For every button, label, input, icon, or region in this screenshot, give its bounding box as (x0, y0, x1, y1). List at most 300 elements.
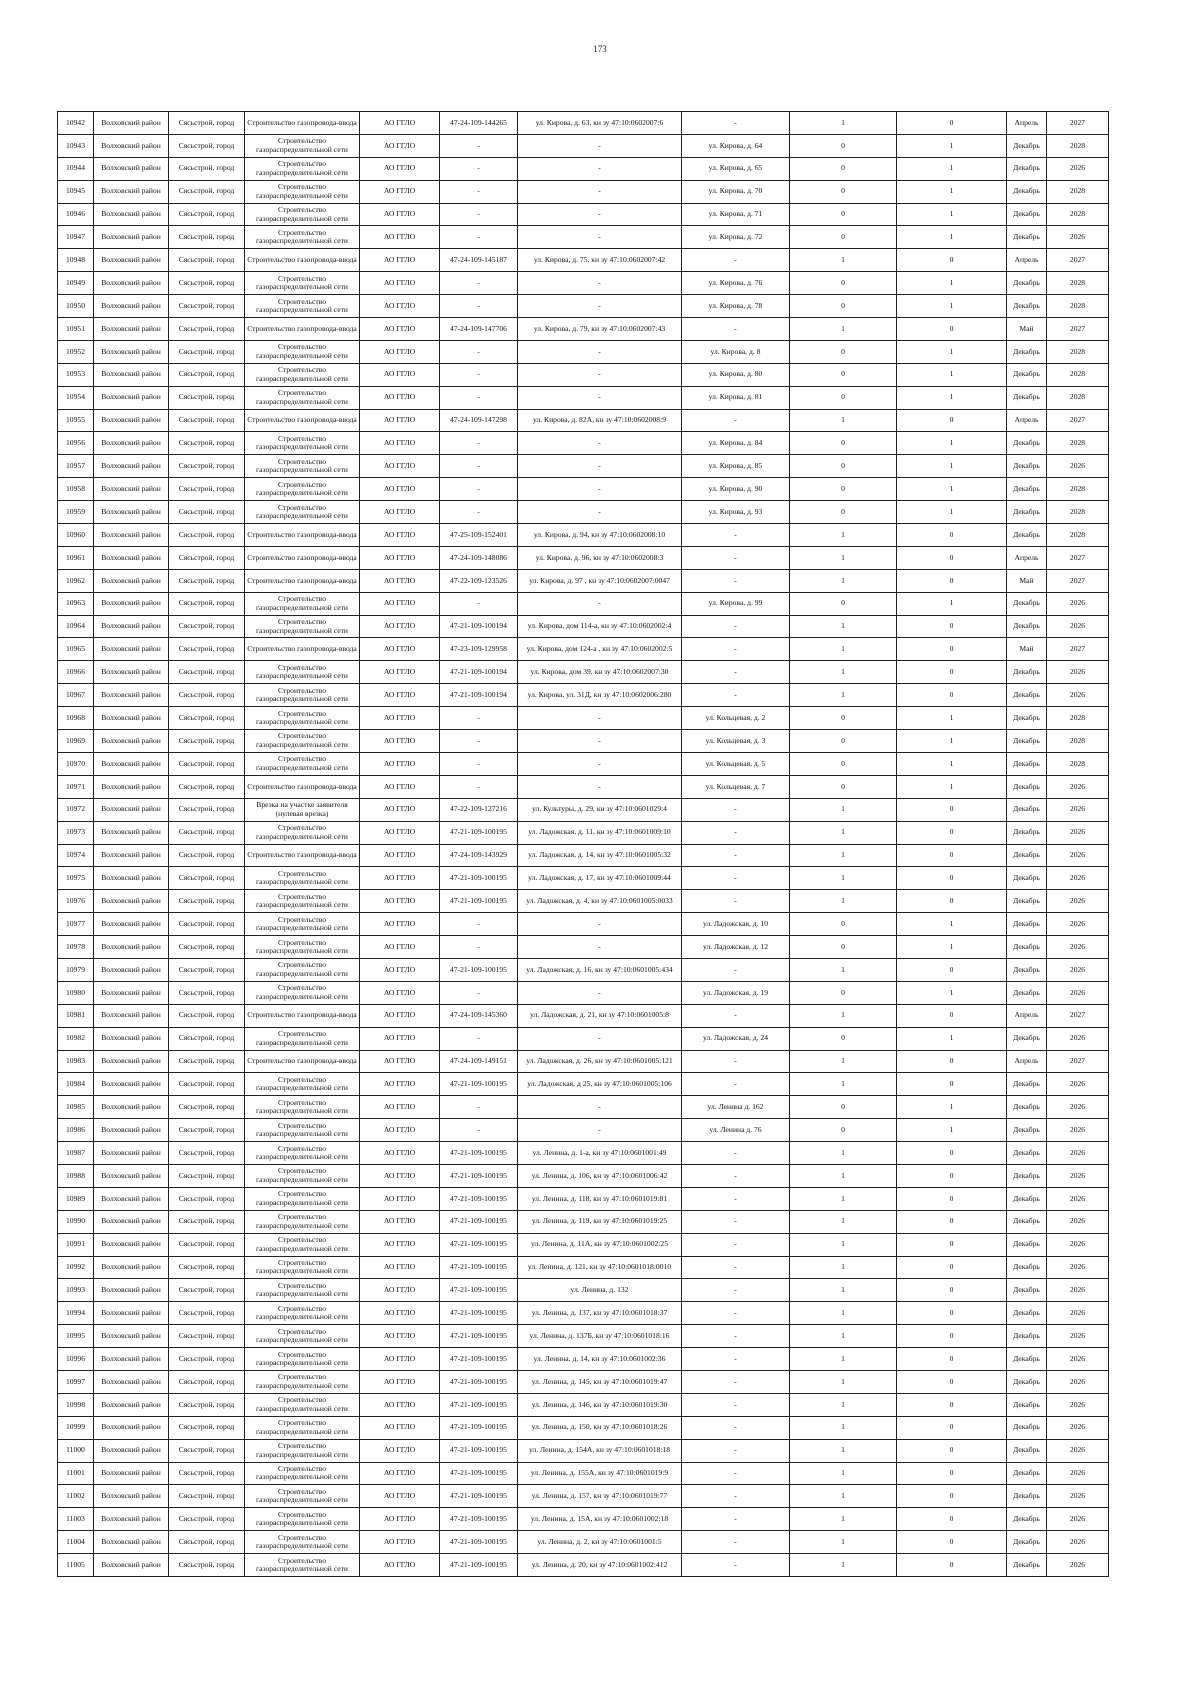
cell-month: Апрель (1007, 1004, 1047, 1027)
cell-month: Декабрь (1007, 844, 1047, 867)
cell-district: Волховский район (94, 821, 169, 844)
cell-work: Строительство газораспределительной сети (245, 226, 360, 249)
cell-work: Строительство газораспределительной сети (245, 203, 360, 226)
cell-count_b: 1 (897, 386, 1007, 409)
cell-district: Волховский район (94, 867, 169, 890)
cell-month: Декабрь (1007, 501, 1047, 524)
table-row (58, 1073, 1109, 1096)
cell-address: ул. Кольцевая, д. 2 (682, 707, 790, 730)
cell-work: Строительство газораспределительной сети (245, 1210, 360, 1233)
cell-district: Волховский район (94, 432, 169, 455)
cell-month: Май (1007, 569, 1047, 592)
cell-work: Строительство газораспределительной сети (245, 180, 360, 203)
cell-count_b: 1 (897, 295, 1007, 318)
cell-count_b: 0 (897, 1393, 1007, 1416)
cell-address: - (682, 638, 790, 661)
cell-cadastre: - (440, 386, 518, 409)
cell-cadastre: 47-21-109-100194 (440, 684, 518, 707)
cell-address_with_number: - (518, 478, 682, 501)
cell-month: Декабрь (1007, 455, 1047, 478)
cell-count_b: 0 (897, 1554, 1007, 1577)
cell-cadastre: - (440, 363, 518, 386)
cell-cadastre: - (440, 913, 518, 936)
cell-cadastre: 47-21-109-100195 (440, 958, 518, 981)
cell-count_a: 0 (790, 1096, 897, 1119)
cell-work: Строительство газораспределительной сети (245, 958, 360, 981)
cell-address: ул. Ладожская, д. 10 (682, 913, 790, 936)
cell-address: - (682, 1187, 790, 1210)
cell-district: Волховский район (94, 958, 169, 981)
cell-id: 10999 (58, 1416, 94, 1439)
cell-month: Декабрь (1007, 524, 1047, 547)
cell-month: Май (1007, 638, 1047, 661)
cell-month: Декабрь (1007, 1348, 1047, 1371)
cell-org: АО ГГЛО (360, 1416, 440, 1439)
table-row (58, 1462, 1109, 1485)
table-row (58, 432, 1109, 455)
cell-month: Декабрь (1007, 295, 1047, 318)
cell-org: АО ГГЛО (360, 661, 440, 684)
cell-settlement: Сясьстрой, город (169, 1554, 245, 1577)
cell-cadastre: 47-21-109-100195 (440, 1325, 518, 1348)
cell-cadastre: - (440, 1027, 518, 1050)
cell-work: Строительство газораспределительной сети (245, 936, 360, 959)
cell-org: АО ГГЛО (360, 1439, 440, 1462)
cell-cadastre: - (440, 752, 518, 775)
cell-year: 2028 (1047, 134, 1109, 157)
cell-count_b: 1 (897, 432, 1007, 455)
cell-year: 2026 (1047, 455, 1109, 478)
cell-month: Декабрь (1007, 1485, 1047, 1508)
cell-address_with_number: - (518, 1096, 682, 1119)
cell-month: Декабрь (1007, 1210, 1047, 1233)
table-row (58, 1256, 1109, 1279)
cell-month: Декабрь (1007, 272, 1047, 295)
cell-work: Строительство газораспределительной сети (245, 1462, 360, 1485)
cell-org: АО ГГЛО (360, 913, 440, 936)
cell-settlement: Сясьстрой, город (169, 1393, 245, 1416)
cell-year: 2026 (1047, 1142, 1109, 1165)
cell-address_with_number: ул. Ленина, д. 137, кн зу 47:10:0601018:37 (518, 1302, 682, 1325)
table-row (58, 226, 1109, 249)
cell-org: АО ГГЛО (360, 1462, 440, 1485)
cell-address: ул. Кирова, д. 72 (682, 226, 790, 249)
cell-settlement: Сясьстрой, город (169, 501, 245, 524)
cell-address: ул. Кирова, д. 8 (682, 340, 790, 363)
cell-year: 2028 (1047, 203, 1109, 226)
cell-id: 10947 (58, 226, 94, 249)
cell-count_a: 0 (790, 730, 897, 753)
table-row (58, 249, 1109, 272)
cell-work: Строительство газопровода-ввода (245, 775, 360, 798)
cell-cadastre: 47-21-109-100195 (440, 1508, 518, 1531)
cell-address_with_number: ул. Культуры, д. 29, кн зу 47:10:0601029:4 (518, 798, 682, 821)
cell-id: 10946 (58, 203, 94, 226)
cell-year: 2026 (1047, 1554, 1109, 1577)
cell-count_b: 0 (897, 524, 1007, 547)
cell-cadastre: 47-24-109-148086 (440, 546, 518, 569)
cell-cadastre: 47-21-109-100195 (440, 1187, 518, 1210)
table-row (58, 1302, 1109, 1325)
cell-address: ул. Кольцевая, д. 7 (682, 775, 790, 798)
cell-address: - (682, 1393, 790, 1416)
cell-address: ул. Кирова, д. 99 (682, 592, 790, 615)
cell-count_a: 1 (790, 1187, 897, 1210)
table-row (58, 661, 1109, 684)
cell-org: АО ГГЛО (360, 1508, 440, 1531)
cell-id: 10994 (58, 1302, 94, 1325)
cell-cadastre: 47-21-109-100195 (440, 1485, 518, 1508)
table-row (58, 752, 1109, 775)
cell-address: - (682, 1439, 790, 1462)
cell-count_a: 1 (790, 1485, 897, 1508)
cell-year: 2026 (1047, 913, 1109, 936)
cell-year: 2026 (1047, 615, 1109, 638)
cell-count_b: 1 (897, 340, 1007, 363)
cell-id: 10987 (58, 1142, 94, 1165)
cell-year: 2027 (1047, 318, 1109, 341)
cell-year: 2027 (1047, 1050, 1109, 1073)
cell-cadastre: 47-24-109-147706 (440, 318, 518, 341)
cell-year: 2026 (1047, 1119, 1109, 1142)
cell-count_a: 1 (790, 867, 897, 890)
cell-address_with_number: - (518, 775, 682, 798)
cell-count_a: 1 (790, 318, 897, 341)
cell-district: Волховский район (94, 730, 169, 753)
cell-count_a: 0 (790, 340, 897, 363)
cell-month: Декабрь (1007, 1027, 1047, 1050)
cell-district: Волховский район (94, 1027, 169, 1050)
cell-settlement: Сясьстрой, город (169, 1439, 245, 1462)
cell-district: Волховский район (94, 936, 169, 959)
cell-month: Декабрь (1007, 432, 1047, 455)
cell-count_b: 0 (897, 1050, 1007, 1073)
cell-count_a: 1 (790, 1531, 897, 1554)
cell-count_b: 1 (897, 203, 1007, 226)
cell-address_with_number: ул. Ладожская, д 25, кн зу 47:10:0601005:106 (518, 1073, 682, 1096)
cell-settlement: Сясьстрой, город (169, 684, 245, 707)
cell-settlement: Сясьстрой, город (169, 1485, 245, 1508)
cell-year: 2028 (1047, 272, 1109, 295)
cell-work: Строительство газораспределительной сети (245, 1142, 360, 1165)
cell-address: ул. Кирова, д. 70 (682, 180, 790, 203)
cell-org: АО ГГЛО (360, 1004, 440, 1027)
cell-address: - (682, 1348, 790, 1371)
cell-count_a: 0 (790, 707, 897, 730)
cell-address_with_number: - (518, 295, 682, 318)
cell-count_b: 1 (897, 1096, 1007, 1119)
cell-district: Волховский район (94, 684, 169, 707)
cell-count_b: 0 (897, 798, 1007, 821)
cell-count_b: 0 (897, 821, 1007, 844)
cell-address_with_number: - (518, 981, 682, 1004)
cell-count_a: 1 (790, 1233, 897, 1256)
table-row (58, 386, 1109, 409)
cell-year: 2026 (1047, 1325, 1109, 1348)
cell-count_a: 1 (790, 1348, 897, 1371)
cell-year: 2027 (1047, 1004, 1109, 1027)
cell-settlement: Сясьстрой, город (169, 340, 245, 363)
table-row (58, 1096, 1109, 1119)
cell-year: 2026 (1047, 775, 1109, 798)
cell-year: 2026 (1047, 1531, 1109, 1554)
cell-settlement: Сясьстрой, город (169, 867, 245, 890)
cell-address_with_number: ул. Ленина, д. 150, кн зу 47:10:0601018:26 (518, 1416, 682, 1439)
cell-cadastre: 47-21-109-100195 (440, 890, 518, 913)
table-row (58, 1210, 1109, 1233)
cell-month: Апрель (1007, 112, 1047, 135)
cell-cadastre: - (440, 455, 518, 478)
cell-work: Строительство газопровода-ввода (245, 249, 360, 272)
cell-count_b: 1 (897, 157, 1007, 180)
cell-address_with_number: - (518, 180, 682, 203)
cell-address: - (682, 249, 790, 272)
cell-month: Декабрь (1007, 1279, 1047, 1302)
cell-work: Строительство газораспределительной сети (245, 1302, 360, 1325)
cell-count_a: 0 (790, 936, 897, 959)
cell-address: - (682, 1233, 790, 1256)
table-row (58, 730, 1109, 753)
cell-work: Строительство газораспределительной сети (245, 1416, 360, 1439)
cell-month: Декабрь (1007, 1508, 1047, 1531)
table-row (58, 1439, 1109, 1462)
cell-address: - (682, 1164, 790, 1187)
cell-id: 10992 (58, 1256, 94, 1279)
cell-month: Декабрь (1007, 386, 1047, 409)
cell-settlement: Сясьстрой, город (169, 707, 245, 730)
cell-count_b: 0 (897, 1187, 1007, 1210)
cell-year: 2026 (1047, 1187, 1109, 1210)
cell-settlement: Сясьстрой, город (169, 890, 245, 913)
cell-id: 10961 (58, 546, 94, 569)
cell-id: 10988 (58, 1164, 94, 1187)
cell-month: Апрель (1007, 409, 1047, 432)
cell-address: - (682, 1210, 790, 1233)
cell-cadastre: 47-21-109-100195 (440, 867, 518, 890)
cell-id: 11000 (58, 1439, 94, 1462)
cell-address: - (682, 684, 790, 707)
cell-count_b: 1 (897, 730, 1007, 753)
cell-settlement: Сясьстрой, город (169, 432, 245, 455)
cell-district: Волховский район (94, 752, 169, 775)
cell-address_with_number: ул. Ленина, д. 154А, кн зу 47:10:0601018:18 (518, 1439, 682, 1462)
cell-address: - (682, 546, 790, 569)
cell-id: 10996 (58, 1348, 94, 1371)
cell-work: Строительство газораспределительной сети (245, 1554, 360, 1577)
cell-cadastre: - (440, 157, 518, 180)
cell-count_a: 1 (790, 1142, 897, 1165)
cell-org: АО ГГЛО (360, 1164, 440, 1187)
cell-org: АО ГГЛО (360, 409, 440, 432)
cell-org: АО ГГЛО (360, 1256, 440, 1279)
cell-count_b: 1 (897, 363, 1007, 386)
cell-address_with_number: ул. Кирова, дом 114-а, кн зу 47:10:0602002:4 (518, 615, 682, 638)
cell-id: 10969 (58, 730, 94, 753)
cell-id: 10955 (58, 409, 94, 432)
cell-id: 10962 (58, 569, 94, 592)
cell-month: Декабрь (1007, 752, 1047, 775)
cell-cadastre: - (440, 1119, 518, 1142)
cell-id: 10979 (58, 958, 94, 981)
cell-address_with_number: ул. Ленина, д. 121, кн зу 47:10:0601018:0010 (518, 1256, 682, 1279)
cell-year: 2026 (1047, 1256, 1109, 1279)
cell-address_with_number: ул. Ладожская, д. 16, кн зу 47:10:0601005:434 (518, 958, 682, 981)
cell-settlement: Сясьстрой, город (169, 180, 245, 203)
cell-id: 10980 (58, 981, 94, 1004)
cell-year: 2026 (1047, 798, 1109, 821)
cell-work: Строительство газораспределительной сети (245, 272, 360, 295)
cell-cadastre: - (440, 775, 518, 798)
table-row (58, 1164, 1109, 1187)
cell-year: 2028 (1047, 432, 1109, 455)
cell-settlement: Сясьстрой, город (169, 1233, 245, 1256)
cell-district: Волховский район (94, 844, 169, 867)
cell-address: ул. Кирова, д. 80 (682, 363, 790, 386)
cell-address_with_number: ул. Ленина, д. 137Б, кн зу 47:10:0601018:16 (518, 1325, 682, 1348)
cell-cadastre: - (440, 134, 518, 157)
cell-work: Строительство газораспределительной сети (245, 1393, 360, 1416)
cell-count_b: 0 (897, 1233, 1007, 1256)
cell-count_a: 1 (790, 1256, 897, 1279)
cell-month: Декабрь (1007, 1462, 1047, 1485)
cell-settlement: Сясьстрой, город (169, 134, 245, 157)
cell-org: АО ГГЛО (360, 432, 440, 455)
cell-month: Май (1007, 318, 1047, 341)
cell-month: Декабрь (1007, 478, 1047, 501)
cell-month: Декабрь (1007, 1302, 1047, 1325)
cell-work: Строительство газораспределительной сети (245, 1279, 360, 1302)
cell-address_with_number: - (518, 455, 682, 478)
cell-org: АО ГГЛО (360, 1485, 440, 1508)
cell-id: 10973 (58, 821, 94, 844)
cell-address: - (682, 1302, 790, 1325)
cell-district: Волховский район (94, 203, 169, 226)
cell-district: Волховский район (94, 546, 169, 569)
table-row (58, 1187, 1109, 1210)
cell-district: Волховский район (94, 1164, 169, 1187)
cell-count_b: 0 (897, 684, 1007, 707)
cell-address_with_number: - (518, 363, 682, 386)
cell-id: 10964 (58, 615, 94, 638)
cell-year: 2026 (1047, 157, 1109, 180)
cell-count_a: 0 (790, 775, 897, 798)
cell-settlement: Сясьстрой, город (169, 455, 245, 478)
cell-district: Волховский район (94, 661, 169, 684)
cell-id: 10997 (58, 1370, 94, 1393)
cell-count_b: 1 (897, 981, 1007, 1004)
table-row (58, 318, 1109, 341)
cell-count_b: 1 (897, 180, 1007, 203)
cell-count_b: 1 (897, 707, 1007, 730)
cell-year: 2028 (1047, 707, 1109, 730)
cell-org: АО ГГЛО (360, 958, 440, 981)
cell-count_a: 1 (790, 524, 897, 547)
cell-count_a: 0 (790, 180, 897, 203)
cell-address: ул. Ладожская, д. 12 (682, 936, 790, 959)
cell-address: ул. Кирова, д. 84 (682, 432, 790, 455)
table-row (58, 340, 1109, 363)
table-row (58, 684, 1109, 707)
table-row (58, 1554, 1109, 1577)
cell-id: 10991 (58, 1233, 94, 1256)
cell-settlement: Сясьстрой, город (169, 409, 245, 432)
cell-count_b: 0 (897, 1164, 1007, 1187)
cell-district: Волховский район (94, 1073, 169, 1096)
cell-district: Волховский район (94, 1325, 169, 1348)
cell-work: Строительство газораспределительной сети (245, 295, 360, 318)
cell-address: - (682, 1050, 790, 1073)
cell-settlement: Сясьстрой, город (169, 249, 245, 272)
cell-id: 10995 (58, 1325, 94, 1348)
cell-address_with_number: - (518, 707, 682, 730)
table-row (58, 1485, 1109, 1508)
cell-settlement: Сясьстрой, город (169, 1187, 245, 1210)
cell-settlement: Сясьстрой, город (169, 112, 245, 135)
cell-district: Волховский район (94, 134, 169, 157)
cell-address_with_number: - (518, 592, 682, 615)
cell-address_with_number: ул. Ладожская, д. 21, кн зу 47:10:0601005:8 (518, 1004, 682, 1027)
cell-address: - (682, 1554, 790, 1577)
cell-district: Волховский район (94, 638, 169, 661)
cell-count_b: 0 (897, 1210, 1007, 1233)
cell-id: 10989 (58, 1187, 94, 1210)
cell-settlement: Сясьстрой, город (169, 1119, 245, 1142)
cell-cadastre: - (440, 272, 518, 295)
cell-district: Волховский район (94, 1096, 169, 1119)
cell-cadastre: 47-21-109-100195 (440, 1439, 518, 1462)
cell-org: АО ГГЛО (360, 203, 440, 226)
cell-year: 2026 (1047, 1302, 1109, 1325)
cell-count_a: 1 (790, 1393, 897, 1416)
cell-count_a: 1 (790, 409, 897, 432)
cell-month: Декабрь (1007, 1256, 1047, 1279)
cell-month: Декабрь (1007, 1370, 1047, 1393)
cell-org: АО ГГЛО (360, 112, 440, 135)
cell-district: Волховский район (94, 386, 169, 409)
table-row (58, 1416, 1109, 1439)
cell-address_with_number: - (518, 134, 682, 157)
cell-address_with_number: ул. Ленина, д. 14, кн зу 47:10:0601002:36 (518, 1348, 682, 1371)
cell-work: Строительство газораспределительной сети (245, 1256, 360, 1279)
cell-id: 10970 (58, 752, 94, 775)
cell-id: 10958 (58, 478, 94, 501)
cell-work: Строительство газораспределительной сети (245, 386, 360, 409)
cell-year: 2028 (1047, 730, 1109, 753)
cell-org: АО ГГЛО (360, 821, 440, 844)
cell-settlement: Сясьстрой, город (169, 1073, 245, 1096)
cell-address_with_number: ул. Ленина, д. 2, кн зу 47:10:0601001:5 (518, 1531, 682, 1554)
cell-address: - (682, 1073, 790, 1096)
cell-address_with_number: - (518, 432, 682, 455)
cell-count_a: 1 (790, 821, 897, 844)
cell-month: Декабрь (1007, 203, 1047, 226)
cell-settlement: Сясьстрой, город (169, 752, 245, 775)
cell-org: АО ГГЛО (360, 1531, 440, 1554)
cell-settlement: Сясьстрой, город (169, 638, 245, 661)
cell-address: ул. Ладожская, д. 24 (682, 1027, 790, 1050)
cell-month: Декабрь (1007, 1187, 1047, 1210)
cell-count_a: 1 (790, 1416, 897, 1439)
cell-address: - (682, 821, 790, 844)
cell-cadastre: 47-21-109-100195 (440, 1210, 518, 1233)
cell-address: - (682, 1004, 790, 1027)
cell-district: Волховский район (94, 1508, 169, 1531)
cell-month: Декабрь (1007, 661, 1047, 684)
cell-cadastre: 47-21-109-100195 (440, 1393, 518, 1416)
cell-count_a: 1 (790, 661, 897, 684)
cell-cadastre: - (440, 981, 518, 1004)
cell-count_a: 1 (790, 1050, 897, 1073)
